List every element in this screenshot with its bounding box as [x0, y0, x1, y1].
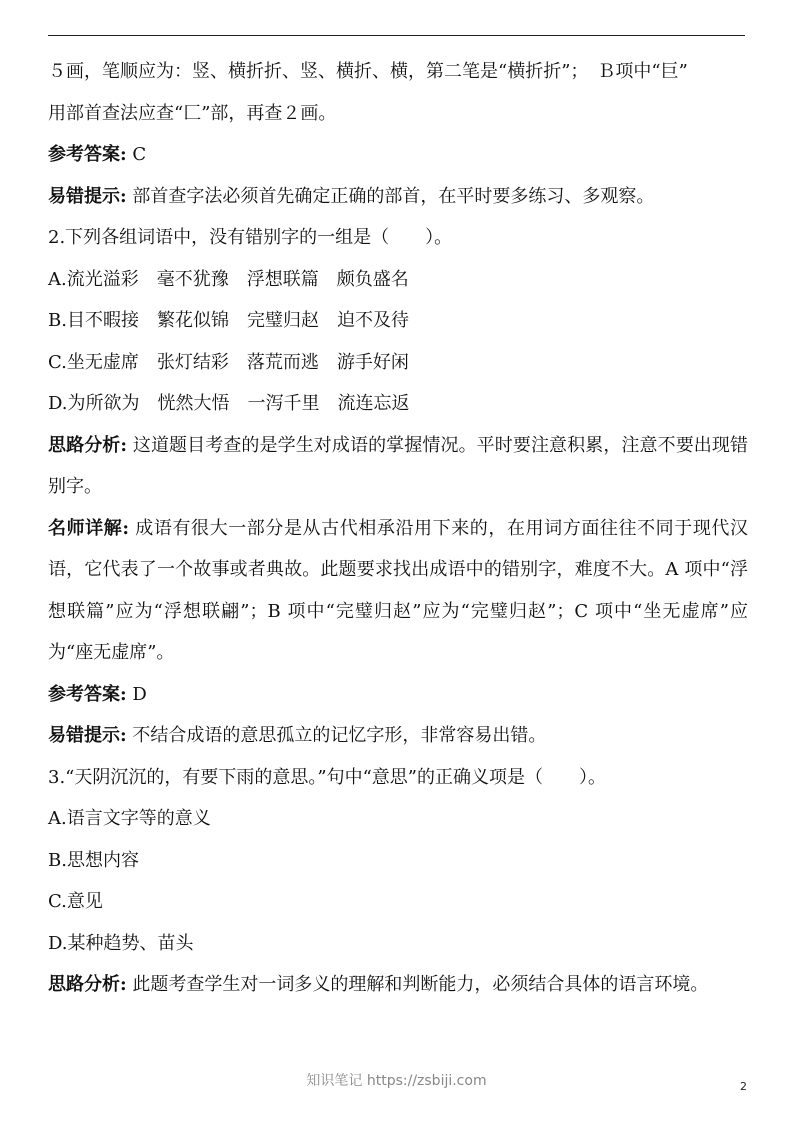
- tip-label: 易错提示:: [48, 725, 127, 746]
- page-number: 2: [740, 1080, 747, 1093]
- q3-analysis: [48, 964, 748, 1006]
- q2-answer: [48, 674, 748, 716]
- teacher-text: 成语有很大一部分是从古代相承沿用下来的，在用词方面往往不同于现代汉语，它代表了一个故事或者典故。此题要求找出成语中的错别字，难度不大。A 项中“浮想联篇”应为“浮想联翩”；B 项中“完璧归赵”应为“完璧归赵”；C 项中“坐无虚席”应为“座无虚席”。: [48, 517, 748, 663]
- q2-stem: 2.下列各组词语中，没有错别字的一组是（ ）。: [48, 227, 453, 248]
- q2-analysis: [48, 425, 748, 508]
- q3-option-d: D.某种趋势、苗头: [48, 932, 194, 954]
- q3-option-a: A.语言文字等的意义: [48, 808, 211, 829]
- q1-tail-line-2: 用部首查法应查“匚”部，再查２画。: [48, 102, 337, 124]
- page-content: [48, 51, 748, 1006]
- analysis-label: 思路分析:: [48, 434, 128, 456]
- q3-option-b: B.思想内容: [48, 849, 139, 871]
- teacher-label: 名师详解:: [48, 517, 129, 539]
- tip-text: 部首查字法必须首先确定正确的部首，在平时要多练习、多观察。: [126, 185, 655, 207]
- q3-option-c: C.意见: [48, 891, 103, 912]
- answer-value: D: [126, 683, 147, 705]
- q1-answer: [48, 134, 748, 176]
- analysis-text: 此题考查学生对一词多义的理解和判断能力，必须结合具体的语言环境。: [126, 974, 709, 995]
- answer-label: 参考答案:: [48, 144, 127, 165]
- answer-label: 参考答案:: [48, 683, 127, 705]
- header-rule: [48, 35, 745, 36]
- q2-option-c: C.坐无虚席 张灯结彩 落荒而逃 游手好闲: [48, 351, 409, 373]
- q2-option-b: B.目不暇接 繁花似锦 完璧归赵 迫不及待: [48, 310, 409, 331]
- answer-value: C: [126, 144, 147, 165]
- q3-stem: 3.“天阴沉沉的，有要下雨的意思。”句中“意思”的正确义项是（ ）。: [48, 766, 606, 788]
- tip-label: 易错提示:: [48, 185, 127, 207]
- tip-text: 不结合成语的意思孤立的记忆字形，非常容易出错。: [126, 725, 547, 746]
- q1-tip: [48, 176, 748, 218]
- q2-tip: [48, 715, 748, 757]
- q2-option-d: D.为所欲为 恍然大悟 一泻千里 流连忘返: [48, 393, 410, 414]
- q1-tail-line-1: ５画，笔顺应为：竖、横折折、竖、横折、横，第二笔是“横折折”； Ｂ项中“巨”: [48, 61, 688, 82]
- q2-teacher-explanation: [48, 508, 748, 674]
- analysis-text: 这道题目考查的是学生对成语的掌握情况。平时要注意积累，注意不要出现错别字。: [48, 434, 748, 497]
- analysis-label: 思路分析:: [48, 974, 127, 995]
- footer-watermark: 知识笔记 https://zsbiji.com: [306, 1073, 487, 1089]
- q2-option-a: A.流光溢彩 毫不犹豫 浮想联篇 颇负盛名: [48, 268, 409, 290]
